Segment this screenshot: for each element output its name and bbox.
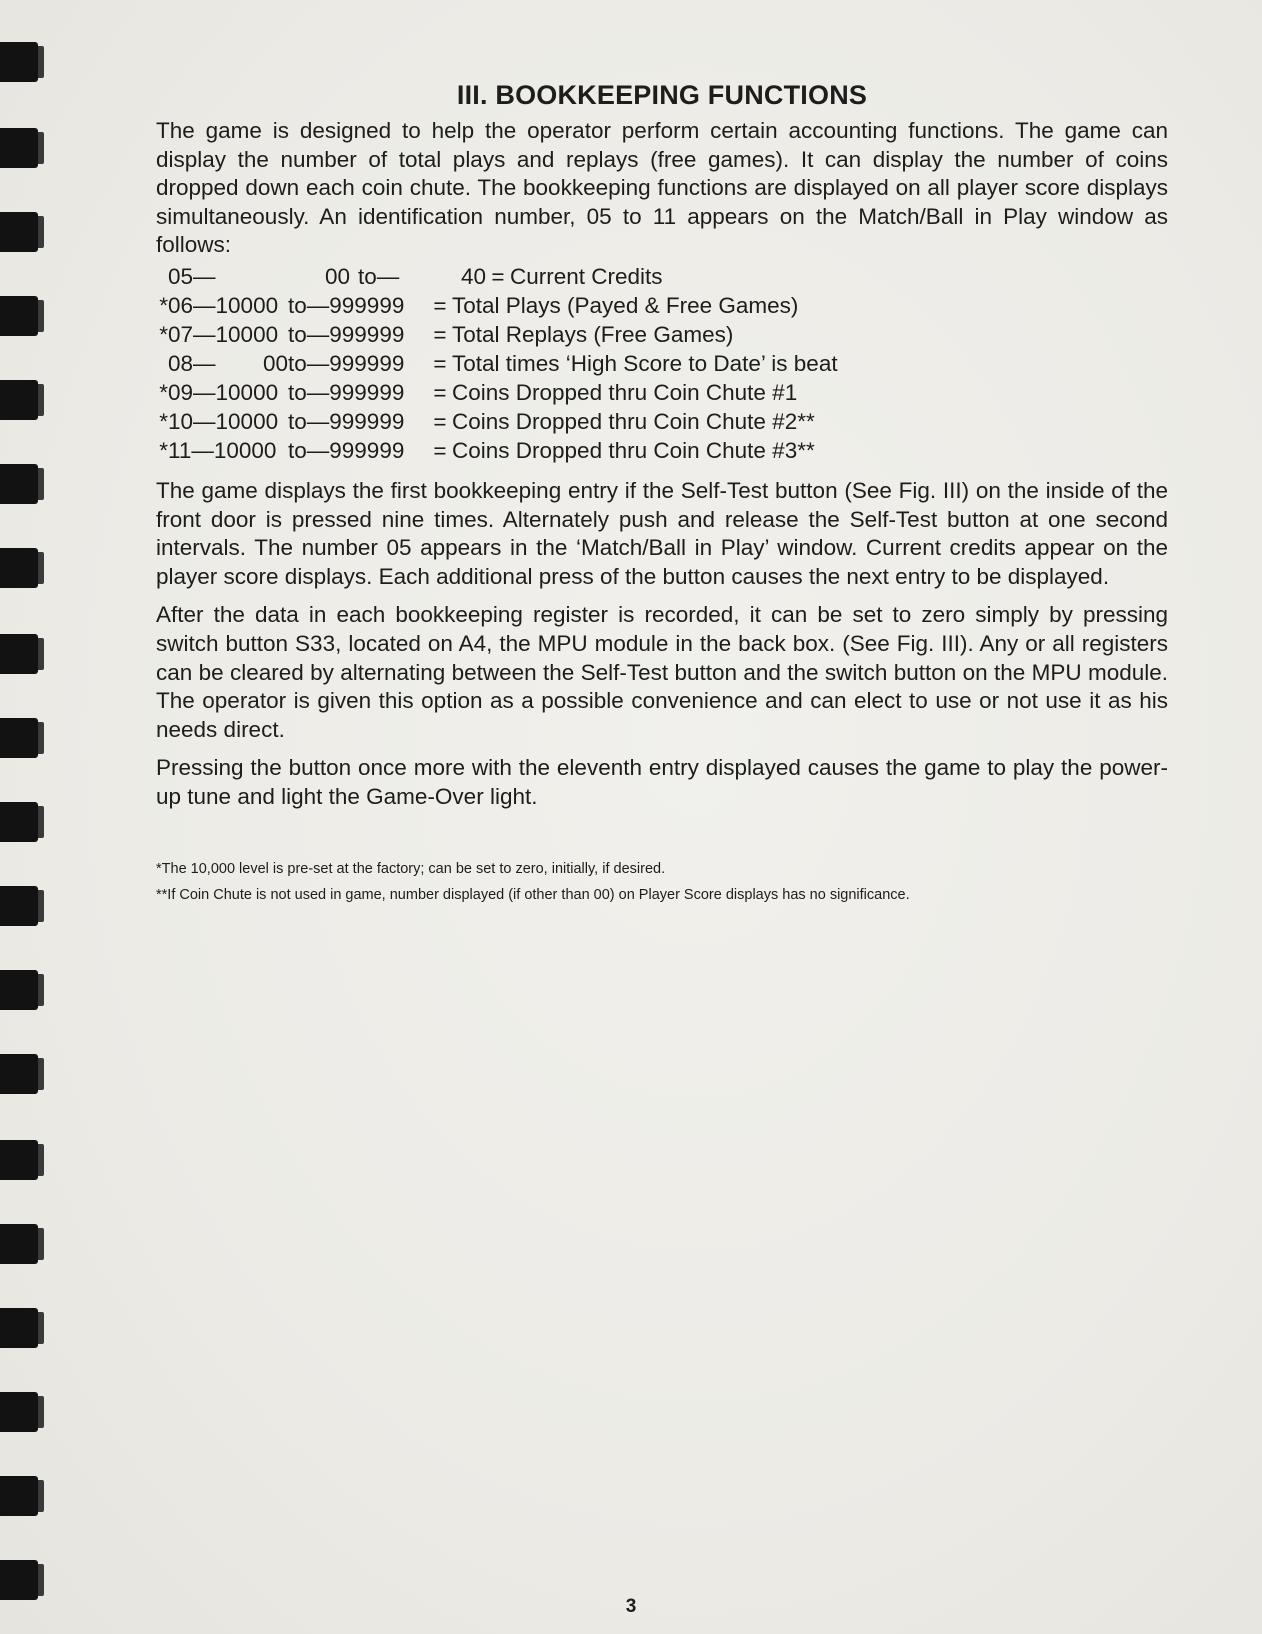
- entry-description: Coins Dropped thru Coin Chute #2**: [452, 408, 815, 434]
- entry-to: to—999999: [288, 379, 405, 405]
- star-marker: [156, 262, 168, 291]
- binding-ring: [0, 634, 38, 674]
- star-marker: *: [159, 292, 168, 318]
- section-title: III. BOOKKEEPING FUNCTIONS: [456, 80, 868, 110]
- binding-ring: [0, 1392, 38, 1432]
- entry-to: to—: [358, 263, 400, 289]
- binding-ring: [0, 1140, 38, 1180]
- spiral-binding: [0, 0, 50, 1634]
- entry-code: 09—10000: [168, 379, 279, 405]
- star-marker: *: [159, 321, 168, 347]
- binding-ring: [0, 1224, 38, 1264]
- intro-paragraph: The game is designed to help the operator perform certain accounting functions. The game can display the number of total plays and replays (free games). It can display the number of coins dropped down each coin chute. The bookkeeping functions are displayed on all player score displays simultaneously. An identification number, 05 to 11 appears on the Match/Ball in Play window as follows:: [156, 118, 1168, 258]
- clear-registers-paragraph: After the data in each bookkeeping register is recorded, it can be set to zero simply by pressing switch button S33, located on A4, the MPU module in the back box. (See Fig. III). Any or all registers can be cleared by alternating between the Self-Test button and the switch button on the MPU module. The operator is given this option as a possible convenience and can elect to use or not use it as his needs direct.: [156, 602, 1168, 742]
- entry-equals: =: [433, 408, 447, 434]
- entry-description: Total Plays (Payed & Free Games): [452, 292, 799, 318]
- table-row: [156, 378, 1168, 407]
- binding-ring: [0, 42, 38, 82]
- entry-equals: =: [433, 321, 447, 347]
- bookkeeping-table: [156, 262, 1168, 465]
- power-up-paragraph: Pressing the button once more with the eleventh entry displayed causes the game to play the power-up tune and light the Game-Over light.: [156, 755, 1168, 809]
- table-row: [156, 349, 1168, 378]
- entry-to: to—999999: [288, 408, 405, 434]
- entry-equals: =: [433, 379, 447, 405]
- binding-ring: [0, 1308, 38, 1348]
- entry-description: Coins Dropped thru Coin Chute #1: [452, 379, 798, 405]
- binding-ring: [0, 718, 38, 758]
- binding-ring: [0, 296, 38, 336]
- entry-to: to—999999: [288, 292, 405, 318]
- table-row: [156, 291, 1168, 320]
- table-row: [156, 320, 1168, 349]
- table-row: [156, 407, 1168, 436]
- star-marker: *: [159, 379, 168, 405]
- entry-to: to—999999: [288, 321, 405, 347]
- page-number: 3: [625, 1596, 637, 1617]
- entry-end: 40: [460, 263, 486, 289]
- binding-ring: [0, 128, 38, 168]
- binding-ring: [0, 380, 38, 420]
- table-row: [156, 262, 1168, 291]
- entry-code: 05—: [168, 263, 216, 289]
- entry-equals: =: [433, 437, 447, 463]
- binding-ring: [0, 1560, 38, 1600]
- entry-equals: =: [433, 292, 447, 318]
- table-row: [156, 436, 1168, 465]
- entry-description: Current Credits: [510, 263, 663, 289]
- entry-code: 11—10000: [168, 437, 277, 463]
- entry-equals: =: [491, 263, 505, 289]
- binding-ring: [0, 464, 38, 504]
- binding-ring: [0, 886, 38, 926]
- entry-equals: =: [433, 350, 447, 376]
- entry-to: to—999999: [288, 437, 405, 463]
- entry-code: 08—: [168, 350, 216, 376]
- self-test-paragraph: The game displays the first bookkeeping entry if the Self-Test button (See Fig. III) on the inside of the front door is pressed nine times. Alternately push and release the Self-Test button at one second intervals. The number 05 appears in the ‘Match/Ball in Play’ window. Current credits appear on the player score displays. Each additional press of the button causes the next entry to be displayed.: [156, 477, 1168, 589]
- page-content: [156, 80, 1168, 908]
- star-marker: *: [159, 437, 168, 463]
- entry-from: 00: [262, 350, 288, 376]
- entry-code: 10—10000: [168, 408, 279, 434]
- binding-ring: [0, 212, 38, 252]
- binding-ring: [0, 548, 38, 588]
- entry-description: Coins Dropped thru Coin Chute #3**: [452, 437, 815, 463]
- entry-description: Total times ‘High Score to Date’ is beat: [452, 350, 838, 376]
- footnotes: [156, 856, 1168, 908]
- binding-ring: [0, 1476, 38, 1516]
- entry-from: 00: [324, 263, 350, 289]
- footnote: *The 10,000 level is pre-set at the factory; can be set to zero, initially, if desired.: [156, 860, 666, 877]
- entry-description: Total Replays (Free Games): [452, 321, 734, 347]
- binding-ring: [0, 802, 38, 842]
- star-marker: *: [159, 408, 168, 434]
- footnote: **If Coin Chute is not used in game, number displayed (if other than 00) on Player Score displays has no significance.: [156, 886, 910, 903]
- entry-code: 07—10000: [168, 321, 279, 347]
- binding-ring: [0, 970, 38, 1010]
- entry-code: 06—10000: [168, 292, 279, 318]
- binding-ring: [0, 1054, 38, 1094]
- entry-to: to—999999: [288, 350, 405, 376]
- star-marker: [156, 349, 168, 378]
